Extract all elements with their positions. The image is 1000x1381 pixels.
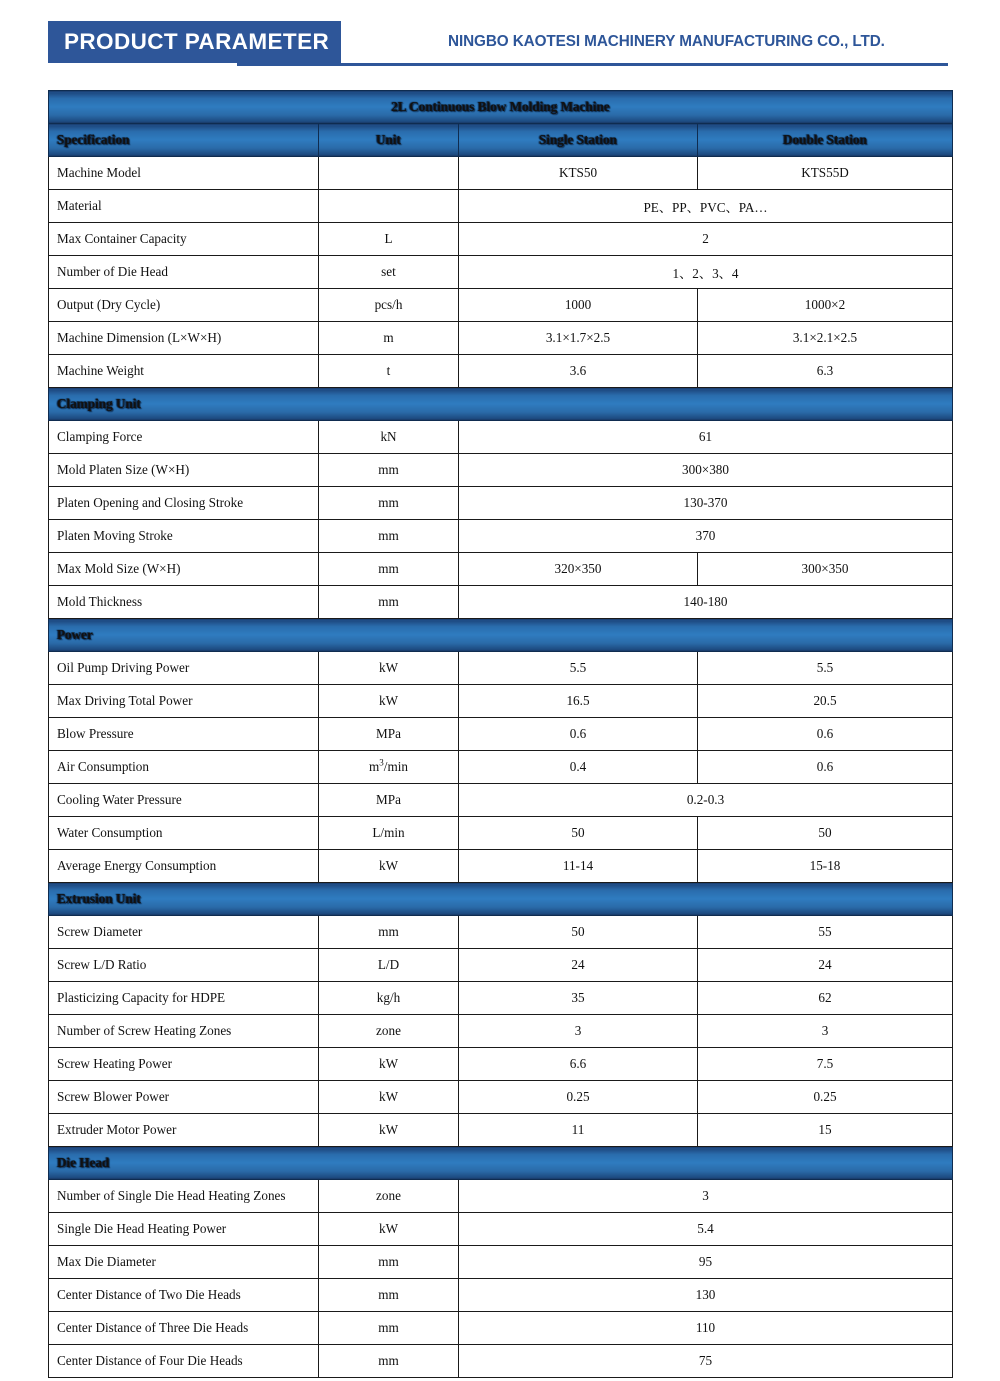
cell-value-double-station: 15-18 bbox=[698, 850, 953, 883]
section-header-label: Power bbox=[49, 619, 953, 652]
cell-specification: Number of Screw Heating Zones bbox=[49, 1015, 319, 1048]
cell-value-merged: 75 bbox=[459, 1345, 953, 1378]
cell-unit: kW bbox=[319, 685, 459, 718]
cell-specification: Max Die Diameter bbox=[49, 1246, 319, 1279]
cell-value-single-station: 3 bbox=[459, 1015, 698, 1048]
cell-value-single-station: 1000 bbox=[459, 289, 698, 322]
cell-value-double-station: 55 bbox=[698, 916, 953, 949]
product-parameter-table bbox=[48, 90, 953, 1378]
cell-value-double-station: 1000×2 bbox=[698, 289, 953, 322]
cell-specification: Material bbox=[49, 190, 319, 223]
cell-value-single-station: 3.6 bbox=[459, 355, 698, 388]
cell-value-single-station: 11-14 bbox=[459, 850, 698, 883]
cell-unit: $m^3/\min$ bbox=[319, 751, 459, 784]
cell-unit: kW bbox=[319, 1081, 459, 1114]
cell-unit: mm bbox=[319, 553, 459, 586]
cell-unit: kW bbox=[319, 1114, 459, 1147]
cell-value-single-station: 24 bbox=[459, 949, 698, 982]
column-header-single-station: Single Station bbox=[459, 124, 698, 157]
table-row bbox=[49, 652, 953, 685]
cell-unit: m bbox=[319, 322, 459, 355]
cell-specification: Screw L/D Ratio bbox=[49, 949, 319, 982]
cell-value-double-station: 3.1×2.1×2.5 bbox=[698, 322, 953, 355]
cell-unit: kW bbox=[319, 1048, 459, 1081]
header-divider bbox=[237, 63, 948, 66]
table-row bbox=[49, 1081, 953, 1114]
table-section-header-row bbox=[49, 1147, 953, 1180]
table-row bbox=[49, 1015, 953, 1048]
cell-value-double-station: KTS55D bbox=[698, 157, 953, 190]
table-row bbox=[49, 322, 953, 355]
table-row bbox=[49, 223, 953, 256]
cell-value-single-station: 0.25 bbox=[459, 1081, 698, 1114]
cell-unit: mm bbox=[319, 520, 459, 553]
cell-value-double-station: 300×350 bbox=[698, 553, 953, 586]
table-row bbox=[49, 355, 953, 388]
cell-specification: Average Energy Consumption bbox=[49, 850, 319, 883]
table-row bbox=[49, 289, 953, 322]
table-row bbox=[49, 256, 953, 289]
cell-specification: Water Consumption bbox=[49, 817, 319, 850]
cell-value-single-station: 16.5 bbox=[459, 685, 698, 718]
cell-value-single-station: 11 bbox=[459, 1114, 698, 1147]
cell-unit: t bbox=[319, 355, 459, 388]
table-row bbox=[49, 1246, 953, 1279]
table-row bbox=[49, 1180, 953, 1213]
cell-unit: L/D bbox=[319, 949, 459, 982]
table-row bbox=[49, 751, 953, 784]
cell-unit: zone bbox=[319, 1180, 459, 1213]
table-row bbox=[49, 454, 953, 487]
cell-value-double-station: 6.3 bbox=[698, 355, 953, 388]
cell-value-double-station: 0.25 bbox=[698, 1081, 953, 1114]
cell-specification: Platen Opening and Closing Stroke bbox=[49, 487, 319, 520]
cell-unit: mm bbox=[319, 454, 459, 487]
cell-specification: Oil Pump Driving Power bbox=[49, 652, 319, 685]
table-column-header-row bbox=[49, 124, 953, 157]
cell-unit: zone bbox=[319, 1015, 459, 1048]
cell-unit: mm bbox=[319, 487, 459, 520]
cell-unit: mm bbox=[319, 916, 459, 949]
cell-value-double-station: 3 bbox=[698, 1015, 953, 1048]
table-row bbox=[49, 1279, 953, 1312]
cell-specification: Max Container Capacity bbox=[49, 223, 319, 256]
column-header-unit: Unit bbox=[319, 124, 459, 157]
cell-unit: MPa bbox=[319, 718, 459, 751]
page-title: PRODUCT PARAMETER bbox=[64, 29, 330, 54]
section-header-label: Clamping Unit bbox=[49, 388, 953, 421]
table-row bbox=[49, 949, 953, 982]
cell-value-merged: 2 bbox=[459, 223, 953, 256]
cell-unit: mm bbox=[319, 1312, 459, 1345]
table-row bbox=[49, 157, 953, 190]
cell-unit: kW bbox=[319, 850, 459, 883]
section-header-label: Die Head bbox=[49, 1147, 953, 1180]
table-row bbox=[49, 487, 953, 520]
cell-unit: set bbox=[319, 256, 459, 289]
cell-specification: Screw Diameter bbox=[49, 916, 319, 949]
cell-specification: Screw Blower Power bbox=[49, 1081, 319, 1114]
cell-unit bbox=[319, 190, 459, 223]
cell-value-merged: 3 bbox=[459, 1180, 953, 1213]
cell-value-merged: 300×380 bbox=[459, 454, 953, 487]
table-title: 2L Continuous Blow Molding Machine bbox=[49, 91, 953, 124]
table-title-row bbox=[49, 91, 953, 124]
cell-specification: Platen Moving Stroke bbox=[49, 520, 319, 553]
cell-value-double-station: 50 bbox=[698, 817, 953, 850]
cell-specification: Mold Platen Size (W×H) bbox=[49, 454, 319, 487]
cell-specification: Center Distance of Two Die Heads bbox=[49, 1279, 319, 1312]
cell-value-double-station: 24 bbox=[698, 949, 953, 982]
table-row bbox=[49, 1114, 953, 1147]
cell-unit: L/min bbox=[319, 817, 459, 850]
cell-specification: Air Consumption bbox=[49, 751, 319, 784]
cell-value-single-station: KTS50 bbox=[459, 157, 698, 190]
section-header-label: Extrusion Unit bbox=[49, 883, 953, 916]
cell-value-single-station: 35 bbox=[459, 982, 698, 1015]
table-row bbox=[49, 817, 953, 850]
cell-specification: Machine Model bbox=[49, 157, 319, 190]
table-row bbox=[49, 1048, 953, 1081]
cell-value-merged: 1、2、3、4 bbox=[459, 256, 953, 289]
cell-specification: Blow Pressure bbox=[49, 718, 319, 751]
cell-unit: mm bbox=[319, 586, 459, 619]
cell-value-single-station: 3.1×1.7×2.5 bbox=[459, 322, 698, 355]
table-row bbox=[49, 784, 953, 817]
table-row bbox=[49, 916, 953, 949]
cell-value-double-station: 5.5 bbox=[698, 652, 953, 685]
table-row bbox=[49, 1345, 953, 1378]
cell-value-merged: 370 bbox=[459, 520, 953, 553]
cell-unit: pcs/h bbox=[319, 289, 459, 322]
product-parameter-table-wrap bbox=[48, 90, 952, 1378]
cell-unit: kN bbox=[319, 421, 459, 454]
table-row bbox=[49, 190, 953, 223]
cell-unit: MPa bbox=[319, 784, 459, 817]
cell-value-merged: 5.4 bbox=[459, 1213, 953, 1246]
cell-value-merged: PE、PP、PVC、PA… bbox=[459, 190, 953, 223]
table-row bbox=[49, 1312, 953, 1345]
cell-value-merged: 110 bbox=[459, 1312, 953, 1345]
cell-unit: mm bbox=[319, 1279, 459, 1312]
table-row bbox=[49, 586, 953, 619]
table-row bbox=[49, 1213, 953, 1246]
cell-specification: Clamping Force bbox=[49, 421, 319, 454]
cell-unit: mm bbox=[319, 1246, 459, 1279]
cell-specification: Machine Dimension (L×W×H) bbox=[49, 322, 319, 355]
page-header bbox=[0, 0, 1000, 76]
cell-specification: Extruder Motor Power bbox=[49, 1114, 319, 1147]
table-section-header-row bbox=[49, 883, 953, 916]
table-row bbox=[49, 421, 953, 454]
cell-value-merged: 140-180 bbox=[459, 586, 953, 619]
table-row bbox=[49, 718, 953, 751]
cell-value-merged: 130 bbox=[459, 1279, 953, 1312]
cell-value-merged: 95 bbox=[459, 1246, 953, 1279]
cell-value-single-station: 320×350 bbox=[459, 553, 698, 586]
cell-specification: Cooling Water Pressure bbox=[49, 784, 319, 817]
table-row bbox=[49, 553, 953, 586]
table-row bbox=[49, 982, 953, 1015]
cell-unit: kW bbox=[319, 652, 459, 685]
cell-unit: L bbox=[319, 223, 459, 256]
cell-value-double-station: 15 bbox=[698, 1114, 953, 1147]
cell-value-double-station: 0.6 bbox=[698, 751, 953, 784]
cell-specification: Screw Heating Power bbox=[49, 1048, 319, 1081]
company-name: NINGBO KAOTESI MACHINERY MANUFACTURING CO., LTD. bbox=[448, 33, 885, 50]
cell-value-single-station: 50 bbox=[459, 817, 698, 850]
table-section-header-row bbox=[49, 619, 953, 652]
cell-value-single-station: 0.6 bbox=[459, 718, 698, 751]
table-row bbox=[49, 850, 953, 883]
cell-value-single-station: 6.6 bbox=[459, 1048, 698, 1081]
cell-unit bbox=[319, 157, 459, 190]
cell-unit: kg/h bbox=[319, 982, 459, 1015]
table-row bbox=[49, 685, 953, 718]
cell-specification: Output (Dry Cycle) bbox=[49, 289, 319, 322]
cell-value-merged: 130-370 bbox=[459, 487, 953, 520]
column-header-double-station: Double Station bbox=[698, 124, 953, 157]
cell-value-single-station: 50 bbox=[459, 916, 698, 949]
cell-unit: kW bbox=[319, 1213, 459, 1246]
cell-value-single-station: 5.5 bbox=[459, 652, 698, 685]
cell-specification: Number of Single Die Head Heating Zones bbox=[49, 1180, 319, 1213]
cell-specification: Machine Weight bbox=[49, 355, 319, 388]
cell-value-double-station: 62 bbox=[698, 982, 953, 1015]
column-header-specification: Specification bbox=[49, 124, 319, 157]
cell-value-merged: 61 bbox=[459, 421, 953, 454]
cell-unit: mm bbox=[319, 1345, 459, 1378]
cell-specification: Plasticizing Capacity for HDPE bbox=[49, 982, 319, 1015]
cell-specification: Center Distance of Three Die Heads bbox=[49, 1312, 319, 1345]
cell-value-double-station: 7.5 bbox=[698, 1048, 953, 1081]
cell-specification: Center Distance of Four Die Heads bbox=[49, 1345, 319, 1378]
cell-value-merged: 0.2-0.3 bbox=[459, 784, 953, 817]
product-parameter-banner bbox=[48, 21, 341, 63]
cell-specification: Single Die Head Heating Power bbox=[49, 1213, 319, 1246]
cell-specification: Mold Thickness bbox=[49, 586, 319, 619]
table-section-header-row bbox=[49, 388, 953, 421]
cell-specification: Max Driving Total Power bbox=[49, 685, 319, 718]
cell-specification: Max Mold Size (W×H) bbox=[49, 553, 319, 586]
cell-value-single-station: 0.4 bbox=[459, 751, 698, 784]
table-row bbox=[49, 520, 953, 553]
cell-value-double-station: 0.6 bbox=[698, 718, 953, 751]
cell-value-double-station: 20.5 bbox=[698, 685, 953, 718]
cell-specification: Number of Die Head bbox=[49, 256, 319, 289]
